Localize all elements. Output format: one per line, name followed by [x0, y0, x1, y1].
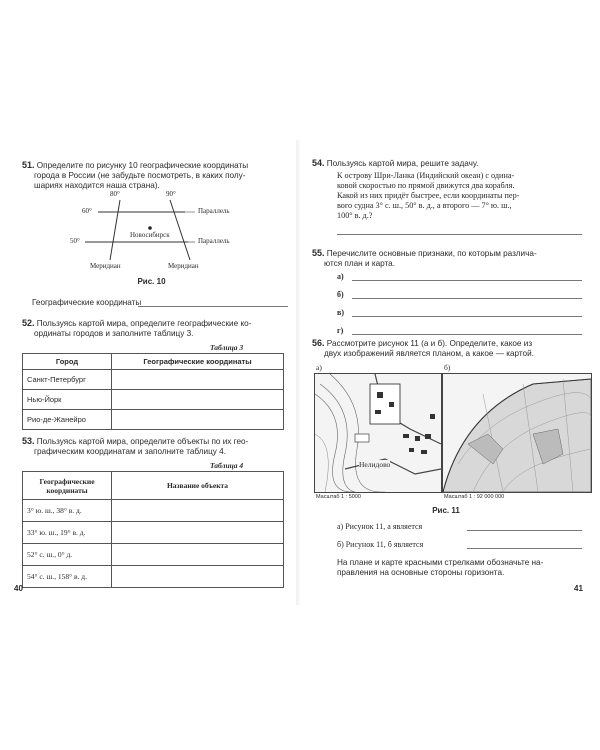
question-52 — [22, 318, 292, 339]
q55-item-d: г) — [337, 326, 344, 335]
coords-answer-line[interactable] — [138, 306, 288, 307]
scale-a: Масштаб 1 : 5000 — [316, 494, 361, 500]
coords-answer-label: Географические координаты — [32, 298, 142, 307]
figure-10-grid — [50, 190, 260, 270]
table-4-label: Таблица 4 — [210, 461, 244, 470]
q55-item-b: б) — [337, 290, 344, 299]
question-53 — [22, 436, 292, 457]
scale-b: Масштаб 1 : 92 000 000 — [444, 494, 505, 500]
q55-item-c: в) — [337, 308, 344, 317]
table-4-cell[interactable] — [112, 522, 284, 544]
answer-a-line[interactable] — [467, 530, 582, 531]
q54-line-1: К острову Шри-Ланка (Индийский океан) с одина- — [337, 171, 515, 180]
table-4-header-coords-line1: Географические — [39, 476, 95, 486]
q54-line-4: вого судна 3° с. ш., 50° в. д., а второго — 7° ю. ш., — [337, 201, 512, 210]
plan-image — [314, 373, 442, 493]
q55-line-a[interactable] — [352, 280, 582, 281]
table-3-city: Нью-Йорк — [23, 390, 112, 410]
q54-number: 54. — [312, 158, 325, 168]
table-4-cell[interactable] — [112, 544, 284, 566]
q55-text-1: Перечислите основные признаки, по которым различа- — [326, 249, 537, 258]
table-4-header-coords — [23, 472, 112, 500]
parallel-label-2: Параллель — [198, 237, 230, 245]
meridian-label-2: Меридиан — [168, 262, 199, 270]
map-image — [442, 373, 592, 493]
table-4-cell[interactable] — [112, 500, 284, 522]
q56-note-2: правления на основные стороны горизонта. — [337, 568, 505, 577]
img-a-label: а) — [316, 363, 322, 372]
table-3-cell[interactable] — [112, 390, 284, 410]
lon-label-80: 80° — [110, 190, 120, 198]
table-4-header-coords-line2: координаты — [46, 485, 88, 495]
table-3 — [22, 353, 284, 430]
q53-text-1: Пользуясь картой мира, определите объекты по их гео- — [36, 437, 249, 446]
q51-text-3: шариях находится наша страна). — [34, 181, 160, 190]
answer-b-label: б) Рисунок 11, б является — [337, 540, 424, 549]
q54-title: Пользуясь картой мира, решите задачу. — [326, 159, 479, 168]
q55-number: 55. — [312, 248, 325, 258]
q54-problem — [337, 171, 587, 221]
right-page — [302, 140, 590, 605]
table-3-header-coords: Географические координаты — [112, 354, 284, 370]
answer-a-label: а) Рисунок 11, а является — [337, 522, 423, 531]
lon-label-90: 90° — [166, 190, 176, 198]
q55-text-2: ются план и карта. — [324, 259, 396, 268]
question-56 — [312, 338, 588, 359]
table-4-coords: 33° ю. ш., 19° в. д. — [23, 522, 112, 544]
figure-10 — [50, 190, 260, 280]
q54-line-3: Какой из них придёт быстрее, если координаты пер- — [337, 191, 520, 200]
q55-line-c[interactable] — [352, 316, 582, 317]
table-3-cell[interactable] — [112, 370, 284, 390]
q56-text-1: Рассмотрите рисунок 11 (а и б). Определите, какое из — [326, 339, 533, 348]
q55-line-d[interactable] — [352, 334, 582, 335]
table-3-city: Рио-де-Жанейро — [23, 410, 112, 430]
meridian-label-1: Меридиан — [90, 262, 121, 270]
table-4-coords: 54° с. ш., 158° в. д. — [23, 566, 112, 588]
table-3-city: Санкт-Петербург — [23, 370, 112, 390]
q52-text-2: ординаты городов и заполните таблицу 3. — [34, 329, 194, 338]
page-number-right: 41 — [574, 584, 583, 593]
left-page — [10, 140, 293, 605]
page-number-left: 40 — [14, 584, 23, 593]
table-4-coords: 3° ю. ш., 38° в. д. — [23, 500, 112, 522]
plan-drawing — [315, 374, 441, 492]
q52-number: 52. — [22, 318, 35, 328]
q53-number: 53. — [22, 436, 35, 446]
city-label: Новосибирск — [130, 231, 170, 239]
q51-number: 51. — [22, 160, 35, 170]
table-3-cell[interactable] — [112, 410, 284, 430]
q54-line-2: ковой скоростью по прямой движутся два корабля. — [337, 181, 515, 190]
q53-text-2: графическим координатам и заполните таблицу 4. — [34, 447, 226, 456]
table-4-coords: 52° с. ш., 0° д. — [23, 544, 112, 566]
figure-11-caption: Рис. 11 — [432, 506, 460, 515]
img-b-label: б) — [444, 363, 451, 372]
table-4 — [22, 471, 284, 588]
table-3-label: Таблица 3 — [210, 343, 244, 352]
q54-answer-line[interactable] — [337, 234, 582, 235]
q56-note — [337, 558, 587, 578]
q51-text-1: Определите по рисунку 10 географические координаты — [36, 161, 249, 170]
place-label: Нелидово — [359, 460, 391, 469]
q55-line-b[interactable] — [352, 298, 582, 299]
q56-number: 56. — [312, 338, 325, 348]
gutter — [296, 140, 300, 605]
answer-b-line[interactable] — [467, 548, 582, 549]
question-54 — [312, 158, 588, 169]
parallel-label-1: Параллель — [198, 207, 230, 215]
q51-text-2: города в России (не забудьте посмотреть, в каких полу- — [34, 171, 246, 180]
q55-item-a: а) — [337, 272, 344, 281]
q56-text-2: двух изображений является планом, а какое — картой. — [324, 349, 534, 358]
table-4-cell[interactable] — [112, 566, 284, 588]
table-3-header-city: Город — [23, 354, 112, 370]
table-4-header-object: Название объекта — [112, 472, 284, 500]
q56-note-1: На плане и карте красными стрелками обозначьте на- — [337, 558, 544, 567]
q54-line-5: 100° в. д.? — [337, 211, 373, 220]
lat-label-50: 50° — [70, 237, 80, 245]
question-55 — [312, 248, 588, 269]
lat-label-60: 60° — [82, 207, 92, 215]
figure-10-caption: Рис. 10 — [137, 277, 166, 286]
map-drawing — [443, 374, 591, 492]
q52-text-1: Пользуясь картой мира, определите географические ко- — [36, 319, 252, 328]
question-51 — [22, 160, 292, 191]
